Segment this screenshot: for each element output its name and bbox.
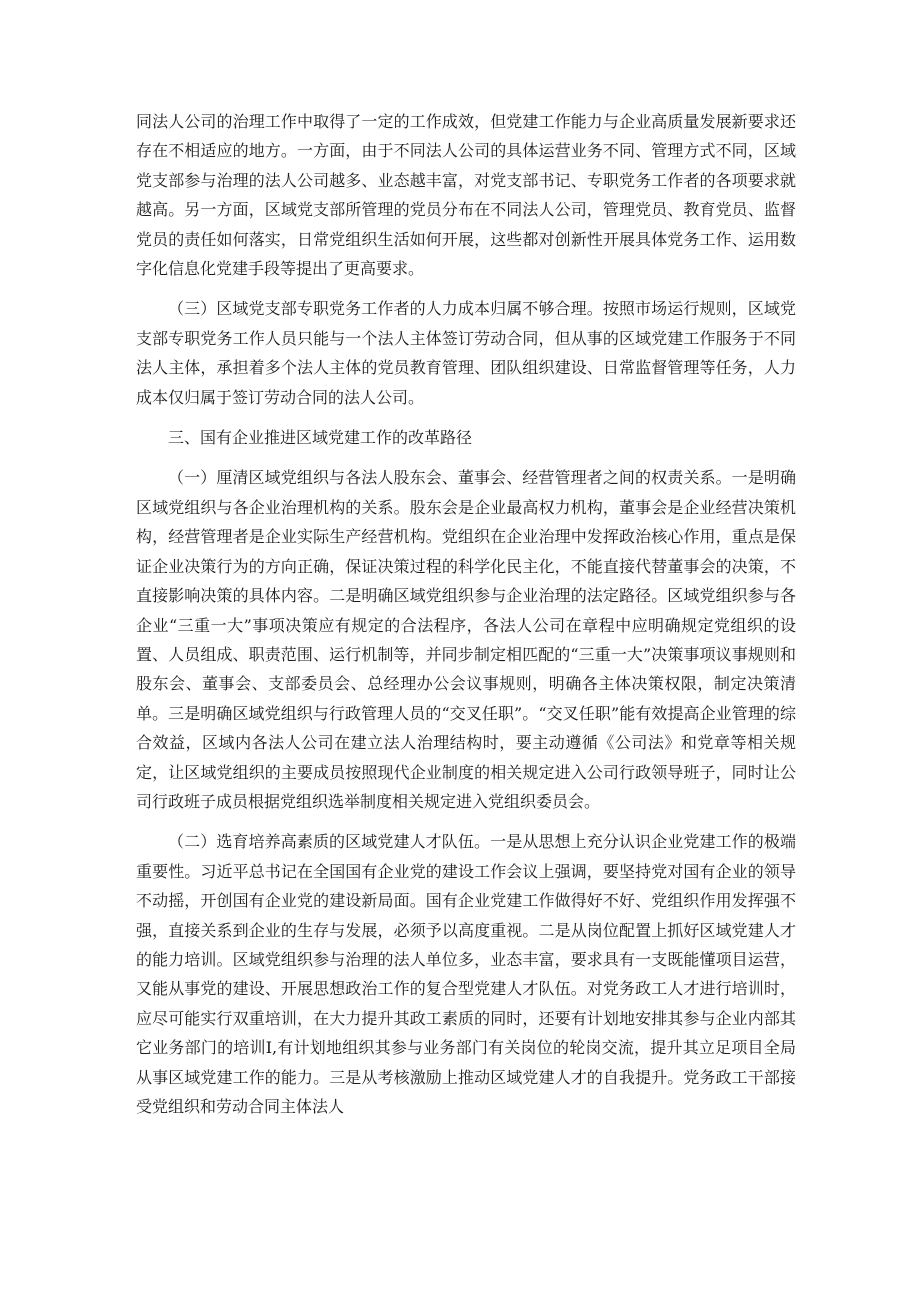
- paragraph-4: （一）厘清区域党组织与各法人股东会、董事会、经营管理者之间的权责关系。一是明确区域党组织与各企业治理机构的关系。股东会是企业最高权力机构，董事会是企业经营决策机构，经营管理者是企业实际生产经营机构。党组织在企业治理中发挥政治核心作用，重点是保证企业决策行为的方向正确，保证决策过程的科学化民主化，不能直接代替董事会的决策，不直接影响决策的具体内容。二是明确区域党组织参与企业治理的法定路径。区域党组织参与各企业“三重一大”事项决策应有规定的合法程序，各法人公司在章程中应明确规定党组织的设置、人员组成、职责范围、运行机制等，并同步制定相匹配的“三重一大”决策事项议事规则和股东会、董事会、支部委员会、总经理办公会议事规则，明确各主体决策权限，制定决策清单。三是明确区域党组织与行政管理人员的“交叉任职”。“交叉任职”能有效提高企业管理的综合效益，区域内各法人公司在建立法人治理结构时，要主动遵循《公司法》和党章等相关规定，让区域党组织的主要成员按照现代企业制度的相关规定进入公司行政领导班子，同时让公司行政班子成员根据党组织选举制度相关规定进入党组织委员会。: [136, 468, 796, 811]
- paragraph-5: （二）选育培养高素质的区域党建人才队伍。一是从思想上充分认识企业党建工作的极端重要性。习近平总书记在全国国有企业党的建设工作会议上强调，要坚持党对国有企业的领导不动摇，开创国有企业党的建设新局面。国有企业党建工作做得好不好、党组织作用发挥强不强，直接关系到企业的生存与发展，必须予以高度重视。二是从岗位配置上抓好区域党建人才的能力培训。区域党组织参与治理的法人单位多，业态丰富，要求具有一支既能懂项目运营，又能从事党的建设、开展思想政治工作的复合型党建人才队伍。对党务政工人才进行培训时，应尽可能实行双重培训，在大力提升其政工素质的同时，还要有计划地安排其参与企业内部其它业务部门的培训I,有计划地组织其参与业务部门有关岗位的轮岗交流，提升其立足项目全局从事区域党建工作的能力。三是从考核激励上推动区域党建人才的自我提升。党务政工干部接受党组织和劳动合同主体法人: [136, 832, 796, 1116]
- section-heading-3: 三、国有企业推进区域党建工作的改革路径: [168, 428, 473, 448]
- document-page: [136, 107, 796, 1132]
- paragraph-2: （三）区域党支部专职党务工作者的人力成本归属不够合理。按照市场运行规则，区域党支部专职党务工作人员只能与一个法人主体签订劳动合同，但从事的区域党建工作服务于不同法人主体，承担着多个法人主体的党员教育管理、团队组织建设、日常监督管理等任务，人力成本仅归属于签订劳动合同的法人公司。: [136, 299, 796, 407]
- paragraph-1: 同法人公司的治理工作中取得了一定的工作成效，但党建工作能力与企业高质量发展新要求还存在不相适应的地方。一方面，由于不同法人公司的具体运营业务不同、管理方式不同，区域党支部参与治理的法人公司越多、业态越丰富，对党支部书记、专职党务工作者的各项要求就越高。另一方面，区域党支部所管理的党员分布在不同法人公司，管理党员、教育党员、监督党员的责任如何落实，日常党组织生活如何开展，这些都对创新性开展具体党务工作、运用数字化信息化党建手段等提出了更高要求。: [136, 112, 796, 279]
